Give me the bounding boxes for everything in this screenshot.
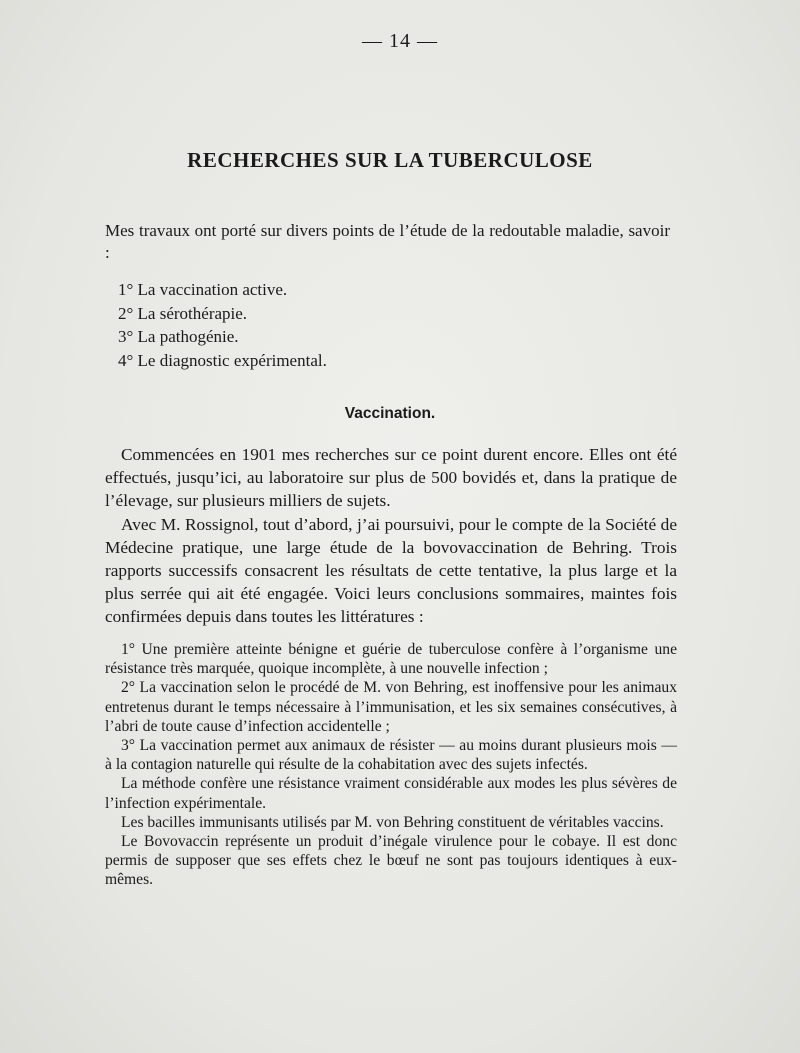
- conclusions-block: [105, 640, 677, 890]
- conclusion-item: Les bacilles immunisants utilisés par M. von Behring constituent de véritables vaccins.: [121, 813, 664, 831]
- conclusion-item: 3° La vaccination permet aux animaux de résister — au moins durant plusieurs mois — à la contagion naturelle qui résulte de la cohabitation avec des sujets infectés.: [105, 737, 677, 774]
- list-item: 2° La sérothérapie.: [118, 303, 248, 323]
- conclusion-item: La méthode confère une résistance vraiment considérable aux modes les plus sévères de l’infection expérimentale.: [105, 775, 677, 812]
- list-item: 4° Le diagnostic expérimental.: [118, 350, 327, 370]
- body-text: [105, 443, 677, 629]
- paragraph: Commencées en 1901 mes recherches sur ce point durent encore. Elles ont été effectués, jusqu’ici, au laboratoire sur plus de 500 bovidés et, dans la pratique de l’élevage, sur plusieurs milliers de sujets.: [105, 445, 677, 511]
- intro-paragraph: [105, 220, 670, 264]
- intro-text: Mes travaux ont porté sur divers points de l’étude de la redoutable maladie, savoir :: [105, 221, 670, 262]
- section-heading: Vaccination.: [344, 405, 436, 422]
- paragraph: Avec M. Rossignol, tout d’abord, j’ai poursuivi, pour le compte de la Société de Médecine pratique, une large étude de la bovovaccination de Behring. Trois rapports successifs consacrent les résultats de cette tentative, la plus large et la plus serrée qui ait été engagée. Voici leurs conclusions sommaires, maintes fois confirmées depuis dans toutes les littératures :: [105, 514, 677, 627]
- page-title: RECHERCHES SUR LA TUBERCULOSE: [187, 148, 593, 172]
- conclusion-item: 1° Une première atteinte bénigne et guérie de tuberculose confère à l’organisme une résistance très marquée, quoique incomplète, à une nouvelle infection ;: [105, 641, 677, 678]
- list-item: 3° La pathogénie.: [118, 327, 239, 346]
- conclusion-item: Le Bovovaccin représente un produit d’inégale virulence pour le cobaye. Il est donc permis de supposer que ses effets chez le bœuf ne sont pas toujours identiques à eux-mêmes.: [105, 833, 677, 889]
- topics-list: [118, 278, 518, 372]
- page-number: — 14 —: [362, 30, 438, 52]
- conclusion-item: 2° La vaccination selon le procédé de M. von Behring, est inoffensive pour les animaux entretenus durant le temps nécessaire à l’immunisation, et les six semaines consécutives, à l’abri de toute cause d’infection accidentelle ;: [105, 679, 677, 735]
- list-item: 1° La vaccination active.: [118, 280, 288, 299]
